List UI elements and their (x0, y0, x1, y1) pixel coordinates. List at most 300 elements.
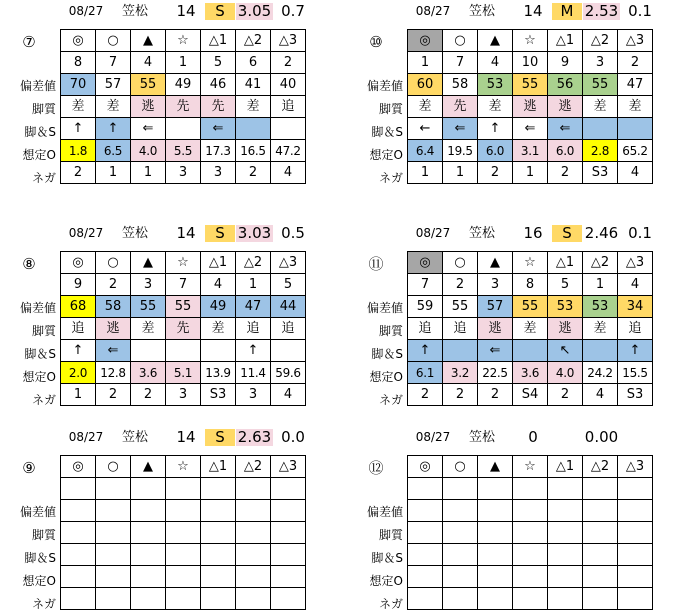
running-style-cell (271, 522, 306, 544)
odds-cell (548, 566, 583, 588)
deviation-cell (618, 500, 653, 522)
nega-cell: 4 (583, 384, 618, 406)
odds-cell (131, 566, 166, 588)
deviation-cell (548, 500, 583, 522)
horse-number-cell: 1 (408, 52, 443, 74)
odds-row (408, 566, 653, 588)
arrows-row (408, 544, 653, 566)
race-header (0, 0, 320, 22)
nega-cell (548, 588, 583, 610)
odds-cell: 65.2 (618, 140, 653, 162)
mark-cell: △3 (618, 30, 653, 52)
odds-cell: 15.5 (618, 362, 653, 384)
deviation-cell: 60 (408, 74, 443, 96)
race-header (0, 426, 320, 448)
arrow-cell (548, 544, 583, 566)
race-score: 0.00 (584, 428, 619, 446)
row-label: 脚質 (31, 324, 56, 338)
horse-number-cell: 3 (583, 52, 618, 74)
race-block (0, 426, 326, 616)
arrow-cell: ↑ (61, 118, 96, 140)
nega-cell: S3 (618, 384, 653, 406)
nega-cell (583, 588, 618, 610)
horse-number-cell: 1 (583, 274, 618, 296)
deviation-cell (513, 500, 548, 522)
race-block (347, 426, 673, 616)
odds-row (61, 566, 306, 588)
row-label: ネガ (378, 171, 403, 185)
horse-number-cell (583, 478, 618, 500)
horse-number-cell: 5 (201, 52, 236, 74)
mark-cell: △3 (271, 456, 306, 478)
odds-row (408, 362, 653, 384)
runner-count: 14 (523, 2, 543, 20)
running-style-cell: 差 (236, 96, 271, 118)
horse-number-cell: 8 (61, 52, 96, 74)
odds-cell (61, 566, 96, 588)
race-block (347, 0, 673, 190)
horse-number-cell: 2 (271, 52, 306, 74)
race-grid (60, 455, 306, 610)
arrow-cell (478, 544, 513, 566)
horse-number-cell (513, 478, 548, 500)
running-style-cell (408, 522, 443, 544)
horse-number-cell: 8 (513, 274, 548, 296)
deviation-cell (201, 500, 236, 522)
arrow-cell (271, 118, 306, 140)
runner-count: 0 (528, 428, 538, 446)
race-date: 08/27 (415, 430, 451, 444)
row-label: 想定O (22, 574, 56, 588)
nega-cell (131, 588, 166, 610)
race-score: 2.46 (584, 224, 619, 242)
horse-number-cell (131, 478, 166, 500)
nega-cell: 4 (618, 162, 653, 184)
nega-cell: 2 (548, 384, 583, 406)
style-row (408, 318, 653, 340)
horse-number-cell (408, 478, 443, 500)
running-style-cell: 逃 (96, 318, 131, 340)
running-style-cell: 追 (271, 318, 306, 340)
horse-number-cell (166, 478, 201, 500)
horse-number-cell: 6 (236, 52, 271, 74)
row-label: 脚＆S (24, 551, 56, 565)
nega-cell: 4 (271, 384, 306, 406)
deviation-row (408, 500, 653, 522)
horse-number-cell (236, 478, 271, 500)
arrow-cell (166, 118, 201, 140)
race-header (347, 426, 667, 448)
runner-count: 14 (176, 224, 196, 242)
race-extra (625, 429, 655, 446)
running-style-cell: 追 (236, 318, 271, 340)
nega-cell: 2 (478, 384, 513, 406)
horse-number-cell: 5 (271, 274, 306, 296)
running-style-cell: 逃 (548, 96, 583, 118)
running-style-cell (201, 522, 236, 544)
race-venue: 笠松 (468, 4, 495, 19)
mark-cell: ◎ (61, 252, 96, 274)
arrow-cell (131, 340, 166, 362)
arrow-cell (443, 340, 478, 362)
running-style-cell: 追 (61, 318, 96, 340)
odds-cell (443, 566, 478, 588)
arrow-cell (583, 544, 618, 566)
arrow-cell (166, 340, 201, 362)
odds-cell: 1.8 (61, 140, 96, 162)
odds-cell (618, 566, 653, 588)
arrow-cell: ↑ (96, 118, 131, 140)
running-style-cell: 差 (583, 96, 618, 118)
arrow-cell: ↑ (236, 340, 271, 362)
running-style-cell: 差 (96, 96, 131, 118)
horse-number-cell (201, 478, 236, 500)
arrow-cell (201, 340, 236, 362)
odds-row (61, 362, 306, 384)
odds-cell (201, 566, 236, 588)
nega-cell (61, 588, 96, 610)
deviation-cell (96, 500, 131, 522)
odds-cell: 24.2 (583, 362, 618, 384)
nega-row (61, 162, 306, 184)
runner-count: 16 (523, 224, 543, 242)
deviation-cell: 58 (96, 296, 131, 318)
nega-cell: S3 (583, 162, 618, 184)
race-number: ⑦ (22, 33, 36, 51)
arrow-cell (583, 118, 618, 140)
race-number: ⑩ (369, 33, 383, 51)
race-venue: 笠松 (121, 4, 148, 19)
mark-cell: ▲ (478, 30, 513, 52)
nega-cell: 2 (131, 384, 166, 406)
running-style-cell (443, 522, 478, 544)
nega-cell (166, 588, 201, 610)
mark-cell: ☆ (513, 252, 548, 274)
arrow-cell (61, 544, 96, 566)
odds-cell: 16.5 (236, 140, 271, 162)
mark-cell: ▲ (478, 252, 513, 274)
arrow-cell (271, 340, 306, 362)
style-row (61, 522, 306, 544)
horse-number-cell: 7 (96, 52, 131, 74)
race-number: ⑪ (368, 255, 384, 273)
race-venue: 笠松 (121, 226, 148, 241)
running-style-cell: 先 (166, 96, 201, 118)
odds-cell: 17.3 (201, 140, 236, 162)
running-style-cell: 逃 (131, 96, 166, 118)
arrows-row (408, 118, 653, 140)
deviation-cell: 55 (583, 74, 618, 96)
arrow-cell: ⇐ (513, 118, 548, 140)
mark-cell: △1 (201, 252, 236, 274)
deviation-cell: 55 (166, 296, 201, 318)
deviation-cell: 58 (443, 74, 478, 96)
row-label: 脚＆S (371, 125, 403, 139)
marks-row (408, 456, 653, 478)
race-header (347, 0, 667, 22)
horse-number-cell (443, 478, 478, 500)
odds-cell: 2.8 (583, 140, 618, 162)
race-grid (60, 29, 306, 184)
horse-number-cell (61, 478, 96, 500)
race-score: 3.03 (237, 224, 272, 242)
nega-row (61, 588, 306, 610)
deviation-cell: 44 (271, 296, 306, 318)
row-label: 偏差値 (366, 79, 403, 93)
numbers-row (61, 52, 306, 74)
horse-number-cell: 2 (443, 274, 478, 296)
deviation-cell: 49 (166, 74, 201, 96)
deviation-row (61, 296, 306, 318)
arrows-row (61, 544, 306, 566)
odds-cell: 3.2 (443, 362, 478, 384)
race-extra: 0.0 (281, 428, 305, 446)
mark-cell: ○ (96, 30, 131, 52)
mark-cell: △2 (583, 456, 618, 478)
running-style-cell (548, 522, 583, 544)
horse-number-cell: 1 (166, 52, 201, 74)
odds-row (408, 140, 653, 162)
mark-cell: △1 (548, 456, 583, 478)
mark-cell: ◎ (408, 30, 443, 52)
running-style-cell: 差 (408, 96, 443, 118)
arrow-cell: ← (408, 118, 443, 140)
row-label: ネガ (31, 393, 56, 407)
row-label: 脚＆S (371, 551, 403, 565)
marks-row (61, 252, 306, 274)
horse-number-cell (271, 478, 306, 500)
nega-cell: 2 (478, 162, 513, 184)
odds-cell (271, 566, 306, 588)
deviation-row (408, 74, 653, 96)
nega-cell: 2 (548, 162, 583, 184)
deviation-cell: 56 (548, 74, 583, 96)
arrow-cell: ⇐ (201, 118, 236, 140)
race-grid (407, 29, 653, 184)
mark-cell: ○ (443, 456, 478, 478)
nega-cell (236, 588, 271, 610)
nega-cell (408, 588, 443, 610)
row-label: 偏差値 (19, 301, 56, 315)
running-style-cell (236, 522, 271, 544)
deviation-cell (131, 500, 166, 522)
row-label: ネガ (378, 597, 403, 611)
running-style-cell (96, 522, 131, 544)
deviation-cell (408, 500, 443, 522)
marks-row (61, 30, 306, 52)
horse-number-cell: 7 (443, 52, 478, 74)
horse-number-cell: 2 (96, 274, 131, 296)
race-grid (407, 251, 653, 406)
odds-cell: 59.6 (271, 362, 306, 384)
deviation-cell: 55 (131, 74, 166, 96)
row-label: 脚質 (31, 528, 56, 542)
nega-cell: 1 (96, 162, 131, 184)
row-label: 偏差値 (19, 79, 56, 93)
race-score: 2.63 (237, 428, 272, 446)
arrow-cell (618, 118, 653, 140)
race-score: 3.05 (237, 2, 272, 20)
nega-cell (478, 588, 513, 610)
odds-row (61, 140, 306, 162)
running-style-cell: 追 (271, 96, 306, 118)
arrow-cell (408, 544, 443, 566)
arrows-row (61, 340, 306, 362)
mark-cell: ☆ (513, 30, 548, 52)
nega-cell: 3 (201, 162, 236, 184)
mark-cell: ◎ (408, 252, 443, 274)
deviation-cell (236, 500, 271, 522)
arrow-cell (131, 544, 166, 566)
race-venue: 笠松 (121, 430, 148, 445)
arrow-cell: ↑ (61, 340, 96, 362)
running-style-cell (131, 522, 166, 544)
race-number: ⑨ (22, 459, 36, 477)
row-label: 偏差値 (19, 505, 56, 519)
odds-cell: 22.5 (478, 362, 513, 384)
arrow-cell: ⇐ (548, 118, 583, 140)
row-label: ネガ (31, 597, 56, 611)
odds-cell: 6.1 (408, 362, 443, 384)
mark-cell: ▲ (478, 456, 513, 478)
row-label: ネガ (378, 393, 403, 407)
deviation-cell: 40 (271, 74, 306, 96)
horse-number-cell: 10 (513, 52, 548, 74)
running-style-cell: 差 (513, 318, 548, 340)
running-style-cell: 先 (201, 96, 236, 118)
arrow-cell (96, 544, 131, 566)
odds-cell: 12.8 (96, 362, 131, 384)
odds-cell (583, 566, 618, 588)
row-label: 脚質 (31, 102, 56, 116)
horse-number-cell: 3 (131, 274, 166, 296)
odds-cell (408, 566, 443, 588)
race-number: ⑧ (22, 255, 36, 273)
arrow-cell (201, 544, 236, 566)
mark-cell: ☆ (166, 456, 201, 478)
arrow-cell (236, 118, 271, 140)
deviation-cell (166, 500, 201, 522)
race-block (347, 222, 673, 412)
race-grade (552, 429, 582, 446)
deviation-row (408, 296, 653, 318)
mark-cell: ○ (443, 30, 478, 52)
horse-number-cell (548, 478, 583, 500)
arrow-cell (618, 544, 653, 566)
row-label: 想定O (369, 148, 403, 162)
arrow-cell (166, 544, 201, 566)
row-label: 想定O (22, 148, 56, 162)
race-date: 08/27 (415, 4, 451, 18)
mark-cell: △2 (236, 456, 271, 478)
deviation-cell: 34 (618, 296, 653, 318)
style-row (408, 96, 653, 118)
nega-cell (201, 588, 236, 610)
running-style-cell: 先 (166, 318, 201, 340)
mark-cell: ◎ (408, 456, 443, 478)
odds-cell: 6.5 (96, 140, 131, 162)
running-style-cell: 追 (408, 318, 443, 340)
odds-cell (96, 566, 131, 588)
horse-number-cell: 9 (61, 274, 96, 296)
horse-number-cell: 4 (618, 274, 653, 296)
race-grade: S (552, 225, 582, 242)
mark-cell: △1 (201, 456, 236, 478)
horse-number-cell: 9 (548, 52, 583, 74)
nega-cell: 2 (61, 162, 96, 184)
arrow-cell: ↑ (618, 340, 653, 362)
row-label: 脚＆S (24, 347, 56, 361)
nega-cell: 2 (96, 384, 131, 406)
deviation-cell (583, 500, 618, 522)
race-grade: S (205, 3, 235, 20)
race-grade: M (552, 3, 582, 20)
deviation-cell: 53 (583, 296, 618, 318)
horse-number-cell: 3 (478, 274, 513, 296)
deviation-cell: 49 (201, 296, 236, 318)
mark-cell: △1 (201, 30, 236, 52)
nega-cell: 2 (408, 384, 443, 406)
mark-cell: ○ (443, 252, 478, 274)
arrow-cell (513, 544, 548, 566)
running-style-cell (583, 522, 618, 544)
deviation-cell: 55 (131, 296, 166, 318)
row-label: 脚質 (378, 102, 403, 116)
deviation-cell: 55 (513, 296, 548, 318)
arrow-cell (236, 544, 271, 566)
mark-cell: △3 (271, 252, 306, 274)
deviation-cell: 47 (236, 296, 271, 318)
style-row (408, 522, 653, 544)
mark-cell: ☆ (513, 456, 548, 478)
running-style-cell (618, 522, 653, 544)
race-number: ⑫ (368, 459, 384, 477)
arrow-cell: ↑ (408, 340, 443, 362)
odds-cell: 3.6 (131, 362, 166, 384)
row-label: 想定O (369, 370, 403, 384)
nega-cell: 1 (408, 162, 443, 184)
odds-cell: 11.4 (236, 362, 271, 384)
arrow-cell: ↖ (548, 340, 583, 362)
horse-number-cell (618, 478, 653, 500)
running-style-cell: 先 (443, 96, 478, 118)
arrow-cell: ⇐ (131, 118, 166, 140)
odds-cell: 5.1 (166, 362, 201, 384)
nega-cell: 3 (166, 384, 201, 406)
mark-cell: ◎ (61, 456, 96, 478)
marks-row (408, 30, 653, 52)
deviation-cell: 53 (548, 296, 583, 318)
row-label: 脚質 (378, 324, 403, 338)
race-header (347, 222, 667, 244)
horse-number-cell: 4 (478, 52, 513, 74)
horse-number-cell: 1 (236, 274, 271, 296)
running-style-cell (61, 522, 96, 544)
arrow-cell (583, 340, 618, 362)
running-style-cell: 差 (131, 318, 166, 340)
nega-cell: 3 (236, 384, 271, 406)
race-extra: 0.1 (628, 224, 652, 242)
mark-cell: △2 (236, 252, 271, 274)
mark-cell: △3 (618, 456, 653, 478)
running-style-cell: 逃 (478, 318, 513, 340)
mark-cell: △1 (548, 30, 583, 52)
arrow-cell (513, 340, 548, 362)
deviation-cell: 70 (61, 74, 96, 96)
marks-row (61, 456, 306, 478)
running-style-cell: 差 (618, 96, 653, 118)
running-style-cell: 逃 (548, 318, 583, 340)
